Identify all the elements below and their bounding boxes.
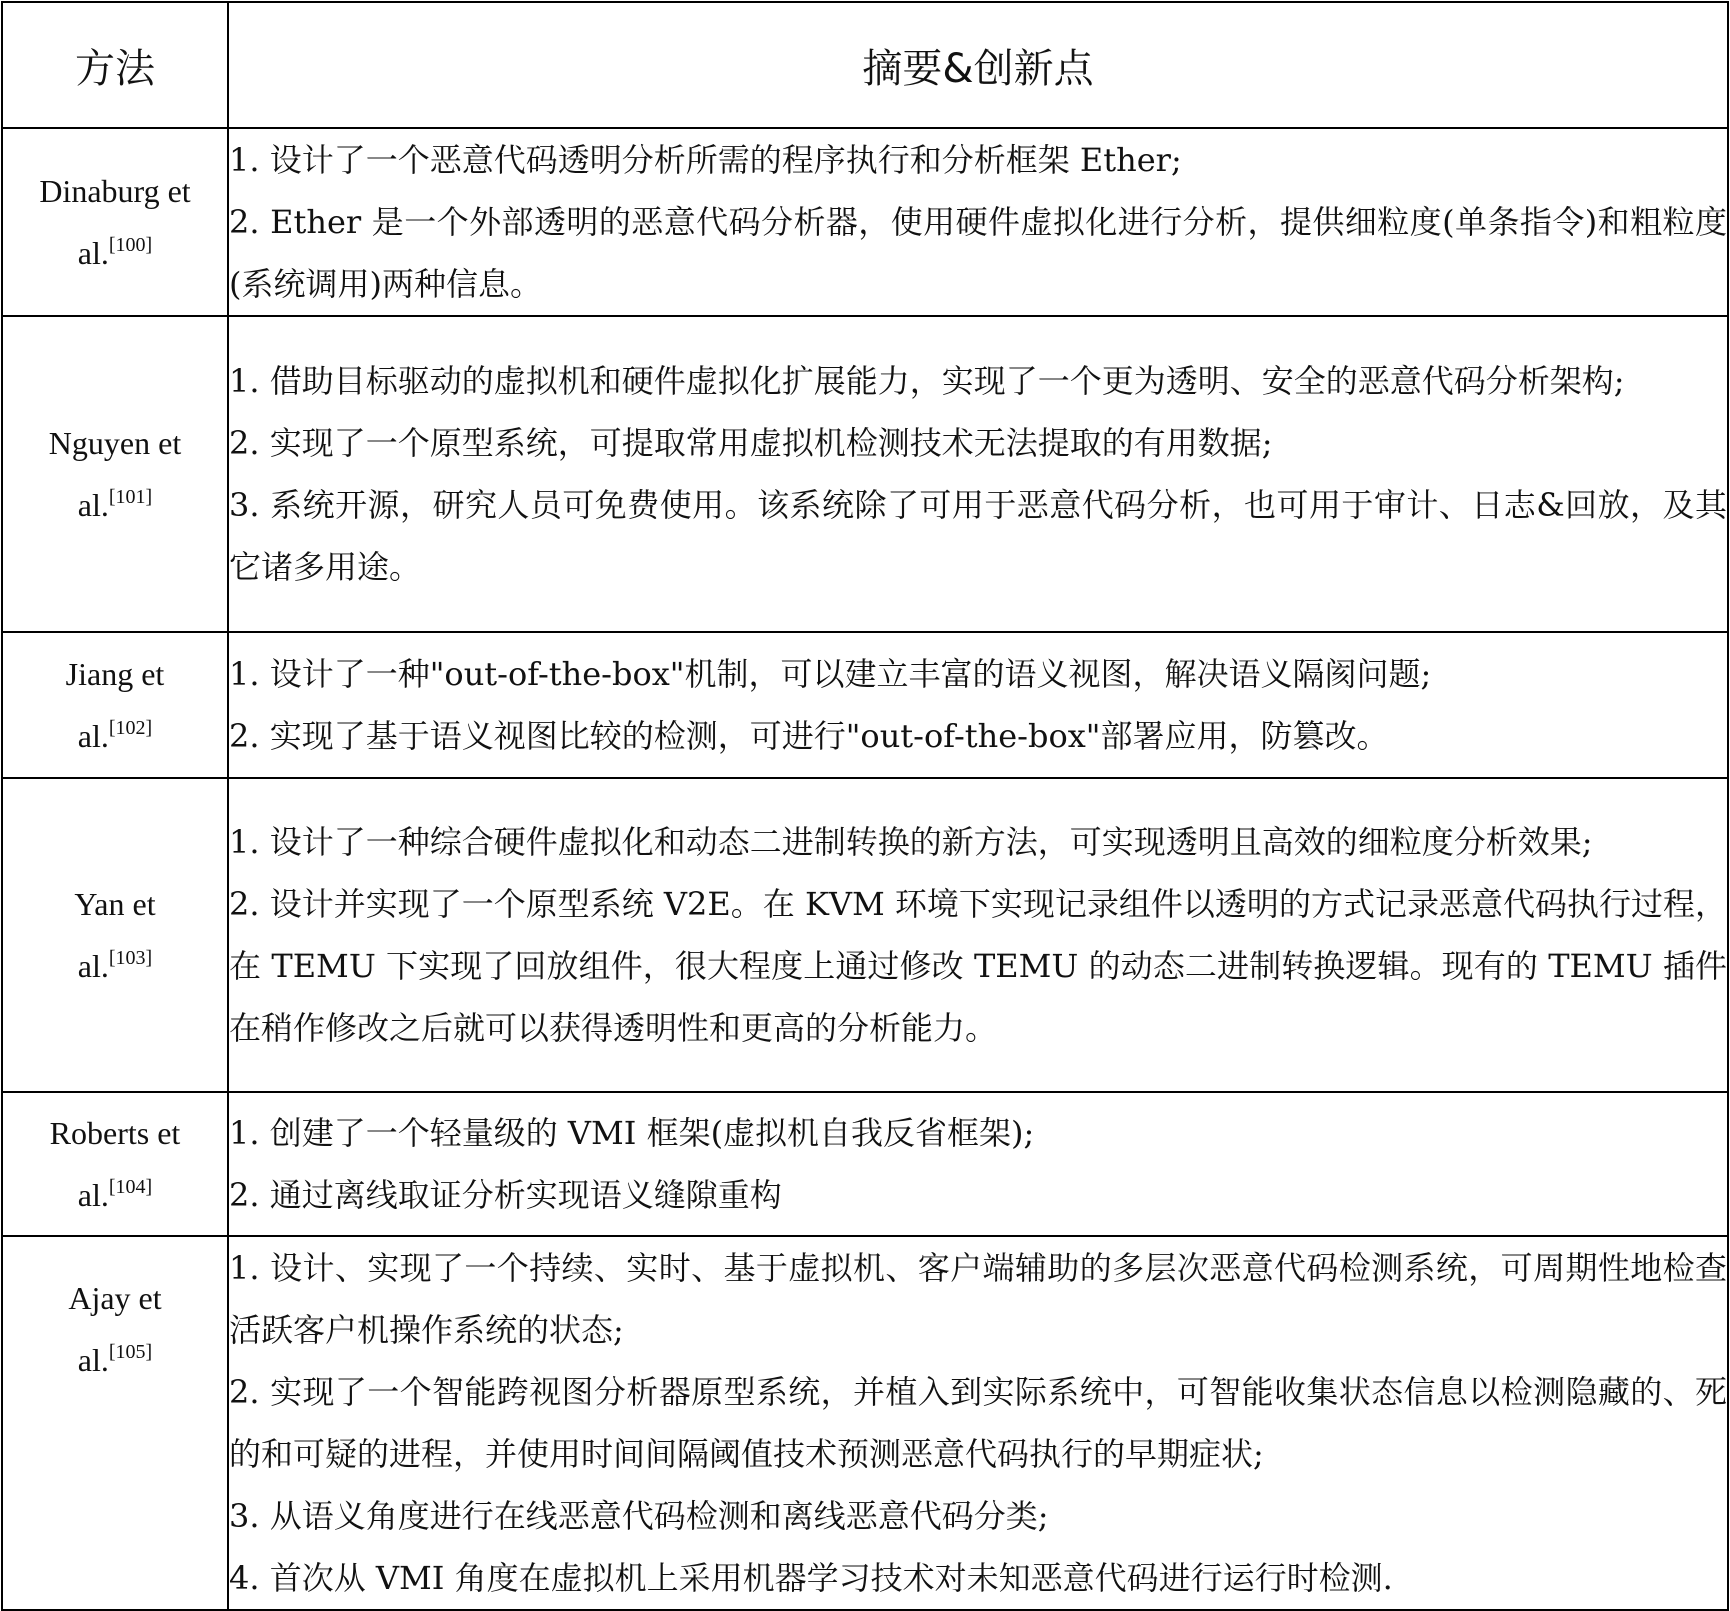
author-al: al. [77, 487, 109, 523]
summary-item: 1. 设计了一种综合硬件虚拟化和动态二进制转换的新方法，可实现透明且高效的细粒度分析效果; [229, 823, 1593, 861]
method-cell [2, 128, 228, 316]
summary-cell [228, 778, 1728, 1092]
summary-item: 2. 通过离线取证分析实现语义缝隙重构 [229, 1176, 782, 1214]
summary-cell [228, 1092, 1728, 1236]
author-name: Jiang et [65, 656, 165, 692]
author-al: al. [77, 1342, 109, 1378]
summary-item: 1. 创建了一个轻量级的 VMI 框架(虚拟机自我反省框架); [229, 1114, 1035, 1152]
author-name: Nguyen et [48, 425, 182, 461]
method-column-header: 方法 [2, 2, 228, 128]
table-row [2, 1092, 1728, 1236]
table-row [2, 778, 1728, 1092]
author-name: Roberts et [49, 1115, 181, 1151]
citation-ref: [105] [108, 1341, 153, 1363]
method-cell [2, 632, 228, 778]
summary-item: 2. 实现了基于语义视图比较的检测，可进行"out-of-the-box"部署应用，防篡改。 [229, 717, 1389, 755]
author-al: al. [77, 1177, 109, 1213]
summary-item: 1. 设计了一个恶意代码透明分析所需的程序执行和分析框架 Ether; [229, 141, 1182, 179]
summary-item: 2. 设计并实现了一个原型系统 V2E。在 KVM 环境下实现记录组件以透明的方式记录恶意代码执行过程，在 TEMU 下实现了回放组件，很大程度上通过修改 TEMU 的动态二进制转换逻辑。现有的 TEMU 插件在稍作修改之后就可以获得透明性和更高的分析能力。 [229, 885, 1727, 1047]
author-name: Dinaburg et [39, 173, 191, 209]
citation-ref: [102] [108, 717, 153, 739]
citation-ref: [104] [108, 1176, 153, 1198]
header-row [2, 2, 1728, 128]
method-cell [2, 316, 228, 632]
author-al: al. [77, 948, 109, 984]
summary-item: 1. 设计了一种"out-of-the-box"机制，可以建立丰富的语义视图，解决语义隔阂问题; [229, 655, 1432, 693]
table-row [2, 632, 1728, 778]
summary-item: 2. 实现了一个原型系统，可提取常用虚拟机检测技术无法提取的有用数据; [229, 424, 1273, 462]
citation-ref: [100] [108, 234, 153, 256]
method-cell [2, 1092, 228, 1236]
summary-column-header: 摘要&创新点 [228, 2, 1728, 128]
table-row [2, 1236, 1728, 1610]
summary-item: 1. 借助目标驱动的虚拟机和硬件虚拟化扩展能力，实现了一个更为透明、安全的恶意代码分析架构; [229, 362, 1625, 400]
summary-item: 1. 设计、实现了一个持续、实时、基于虚拟机、客户端辅助的多层次恶意代码检测系统，可周期性地检查活跃客户机操作系统的状态; [229, 1249, 1727, 1349]
summary-item: 4. 首次从 VMI 角度在虚拟机上采用机器学习技术对未知恶意代码进行运行时检测. [229, 1559, 1393, 1597]
summary-cell [228, 632, 1728, 778]
method-cell [2, 1236, 228, 1610]
summary-cell [228, 316, 1728, 632]
table-row [2, 128, 1728, 316]
table-row [2, 316, 1728, 632]
author-name: Yan et [74, 886, 156, 922]
summary-cell [228, 1236, 1728, 1610]
summary-item: 3. 系统开源，研究人员可免费使用。该系统除了可用于恶意代码分析，也可用于审计、日志&回放，及其它诸多用途。 [229, 486, 1727, 586]
author-al: al. [77, 235, 109, 271]
citation-ref: [103] [108, 947, 153, 969]
summary-item: 2. 实现了一个智能跨视图分析器原型系统，并植入到实际系统中，可智能收集状态信息以检测隐藏的、死的和可疑的进程，并使用时间间隔阈值技术预测恶意代码执行的早期症状; [229, 1373, 1727, 1473]
author-name: Ajay et [68, 1280, 162, 1316]
summary-item: 3. 从语义角度进行在线恶意代码检测和离线恶意代码分类; [229, 1497, 1049, 1535]
summary-cell [228, 128, 1728, 316]
method-cell [2, 778, 228, 1092]
summary-item: 2. Ether 是一个外部透明的恶意代码分析器，使用硬件虚拟化进行分析，提供细粒度(单条指令)和粗粒度(系统调用)两种信息。 [229, 203, 1727, 303]
citation-ref: [101] [108, 486, 153, 508]
comparison-table [1, 1, 1729, 1611]
author-al: al. [77, 718, 109, 754]
